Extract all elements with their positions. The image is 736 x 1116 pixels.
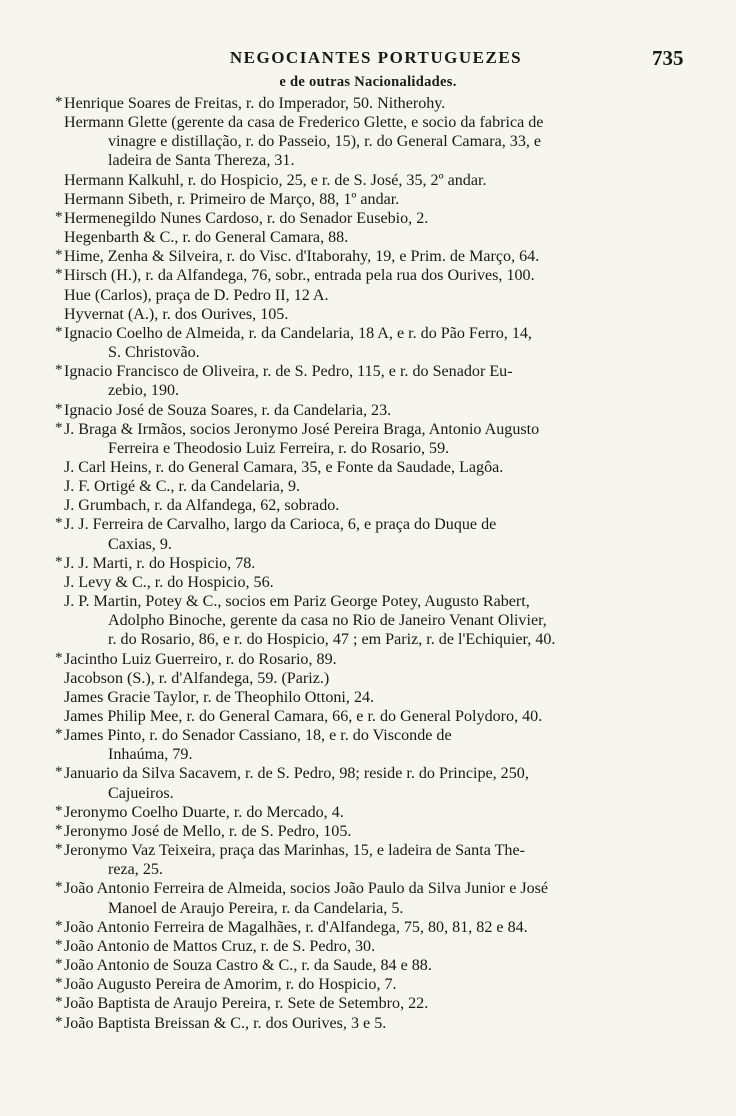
entry-line: * João Baptista Breissan & C., r. dos Ourives, 3 e 5. bbox=[64, 1014, 387, 1032]
list-item bbox=[64, 266, 702, 285]
list-item bbox=[64, 362, 702, 400]
list-item bbox=[64, 458, 702, 477]
list-item bbox=[64, 994, 702, 1013]
page-number: 735 bbox=[652, 46, 684, 70]
list-item bbox=[64, 113, 702, 170]
entry-line: * Ignacio José de Souza Soares, r. da Candelaria, 23. bbox=[64, 401, 392, 419]
entry-line: Inhaúma, 79. bbox=[108, 746, 193, 764]
entry-line: James Gracie Taylor, r. de Theophilo Ottoni, 24. bbox=[64, 688, 375, 706]
entry-line: Adolpho Binoche, gerente da casa no Rio de Janeiro Venant Olivier, bbox=[108, 612, 547, 630]
entry-line: J. F. Ortigé & C., r. da Candelaria, 9. bbox=[64, 478, 301, 496]
entry-line: Cajueiros. bbox=[108, 784, 174, 802]
entry-line: * João Antonio de Mattos Cruz, r. de S. Pedro, 30. bbox=[64, 937, 376, 955]
list-item bbox=[64, 918, 702, 937]
entry-line: J. Grumbach, r. da Alfandega, 62, sobrado. bbox=[64, 497, 340, 515]
list-item bbox=[64, 305, 702, 324]
entry-line: Hermann Sibeth, r. Primeiro de Março, 88, 1º andar. bbox=[64, 190, 400, 208]
entry-line: Hermann Glette (gerente da casa de Frederico Glette, e socio da fabrica de bbox=[64, 114, 544, 132]
list-item bbox=[64, 94, 702, 113]
entry-line: * Ignacio Coelho de Almeida, r. da Candelaria, 18 A, e r. do Pão Ferro, 14, bbox=[64, 324, 532, 342]
page-subtitle: e de outras Nacionalidades. bbox=[279, 74, 457, 90]
list-item bbox=[64, 822, 702, 841]
entry-line: * João Augusto Pereira de Amorim, r. do Hospicio, 7. bbox=[64, 976, 397, 994]
entry-line: * Januario da Silva Sacavem, r. de S. Pedro, 98; reside r. do Principe, 250, bbox=[64, 765, 529, 783]
entry-line: * João Antonio Ferreira de Magalhães, r. d'Alfandega, 75, 80, 81, 82 e 84. bbox=[64, 918, 528, 936]
list-item bbox=[64, 803, 702, 822]
list-item bbox=[64, 764, 702, 802]
page-header bbox=[0, 44, 736, 74]
entry-line: James Philip Mee, r. do General Camara, 66, e r. do General Polydoro, 40. bbox=[64, 708, 543, 725]
list-item bbox=[64, 956, 702, 975]
page-title: NEGOCIANTES PORTUGUEZES bbox=[229, 48, 523, 67]
entry-line: * James Pinto, r. do Senador Cassiano, 18, e r. do Visconde de bbox=[64, 727, 452, 745]
list-item bbox=[64, 726, 702, 764]
list-item bbox=[64, 515, 702, 553]
entry-line: J. Levy & C., r. do Hospicio, 56. bbox=[64, 573, 274, 591]
list-item bbox=[64, 1014, 702, 1033]
list-item bbox=[64, 841, 702, 879]
list-item bbox=[64, 171, 702, 190]
entry-line: * J. Braga & Irmãos, socios Jeronymo José Pereira Braga, Antonio Augusto bbox=[64, 420, 540, 438]
list-item bbox=[64, 554, 702, 573]
entry-line: zebio, 190. bbox=[108, 382, 180, 400]
entry-line: reza, 25. bbox=[108, 861, 163, 879]
entry-line: * J. J. Ferreira de Carvalho, largo da Carioca, 6, e praça do Duque de bbox=[64, 516, 497, 534]
entry-line: * Hirsch (H.), r. da Alfandega, 76, sobr., entrada pela rua dos Ourives, 100. bbox=[64, 267, 535, 285]
entry-line: ladeira de Santa Thereza, 31. bbox=[108, 152, 295, 170]
entry-line: J. Carl Heins, r. do General Camara, 35, e Fonte da Saudade, Lagôa. bbox=[64, 458, 504, 476]
list-item bbox=[64, 247, 702, 266]
list-item bbox=[64, 879, 702, 917]
entry-line: * Hime, Zenha & Silveira, r. do Visc. d'Itaborahy, 19, e Prim. de Março, 64. bbox=[64, 248, 540, 266]
entry-line: * Jeronymo Vaz Teixeira, praça das Marinhas, 15, e ladeira de Santa The- bbox=[64, 842, 525, 860]
entry-line: * João Antonio Ferreira de Almeida, socios João Paulo da Silva Junior e José bbox=[64, 880, 549, 898]
entry-line: * Jeronymo José de Mello, r. de S. Pedro, 105. bbox=[64, 822, 352, 840]
list-item bbox=[64, 477, 702, 496]
list-item bbox=[64, 688, 702, 707]
list-item bbox=[64, 496, 702, 515]
entry-line: J. P. Martin, Potey & C., socios em Pariz George Potey, Augusto Rabert, bbox=[64, 593, 530, 611]
entry-line: Caxias, 9. bbox=[108, 535, 172, 553]
entry-line: * Jeronymo Coelho Duarte, r. do Mercado, 4. bbox=[64, 803, 344, 821]
entry-line: * João Antonio de Souza Castro & C., r. da Saude, 84 e 88. bbox=[64, 957, 432, 975]
entry-line: * Henrique Soares de Freitas, r. do Imperador, 50. Nitherohy. bbox=[64, 95, 446, 112]
entry-line: vinagre e distillação, r. do Passeio, 15), r. do General Camara, 33, e bbox=[108, 133, 542, 151]
list-item bbox=[64, 707, 702, 726]
entry-line: Hegenbarth & C., r. do General Camara, 88. bbox=[64, 229, 349, 247]
list-item bbox=[64, 420, 702, 458]
list-item bbox=[64, 669, 702, 688]
list-item bbox=[64, 573, 702, 592]
list-item bbox=[64, 975, 702, 994]
entry-line: Manoel de Araujo Pereira, r. da Candelaria, 5. bbox=[108, 899, 404, 917]
entry-line: Hyvernat (A.), r. dos Ourives, 105. bbox=[64, 305, 289, 323]
entry-line: * João Baptista de Araujo Pereira, r. Sete de Setembro, 22. bbox=[64, 995, 429, 1013]
list-item bbox=[64, 228, 702, 247]
list-item bbox=[64, 209, 702, 228]
list-item bbox=[64, 324, 702, 362]
list-item bbox=[64, 401, 702, 420]
list-item bbox=[64, 937, 702, 956]
entry-line: Ferreira e Theodosio Luiz Ferreira, r. do Rosario, 59. bbox=[108, 439, 450, 457]
entry-list bbox=[64, 94, 702, 1033]
entry-line: Hermann Kalkuhl, r. do Hospicio, 25, e r. de S. José, 35, 2º andar. bbox=[64, 171, 487, 189]
list-item bbox=[64, 286, 702, 305]
entry-line: * Hermenegildo Nunes Cardoso, r. do Senador Eusebio, 2. bbox=[64, 209, 429, 227]
entry-line: r. do Rosario, 86, e r. do Hospicio, 47 ; em Pariz, r. de l'Echiquier, 40. bbox=[108, 631, 556, 649]
entry-line: Jacobson (S.), r. d'Alfandega, 59. (Pariz.) bbox=[64, 669, 330, 687]
list-item bbox=[64, 650, 702, 669]
list-item bbox=[64, 592, 702, 649]
entry-line: * Jacintho Luiz Guerreiro, r. do Rosario, 89. bbox=[64, 650, 337, 668]
entry-line: * Ignacio Francisco de Oliveira, r. de S. Pedro, 115, e r. do Senador Eu- bbox=[64, 363, 513, 381]
entry-line: * J. J. Marti, r. do Hospicio, 78. bbox=[64, 554, 256, 572]
list-item bbox=[64, 190, 702, 209]
entry-line: S. Christovão. bbox=[108, 344, 200, 362]
entry-line: Hue (Carlos), praça de D. Pedro II, 12 A. bbox=[64, 286, 329, 304]
